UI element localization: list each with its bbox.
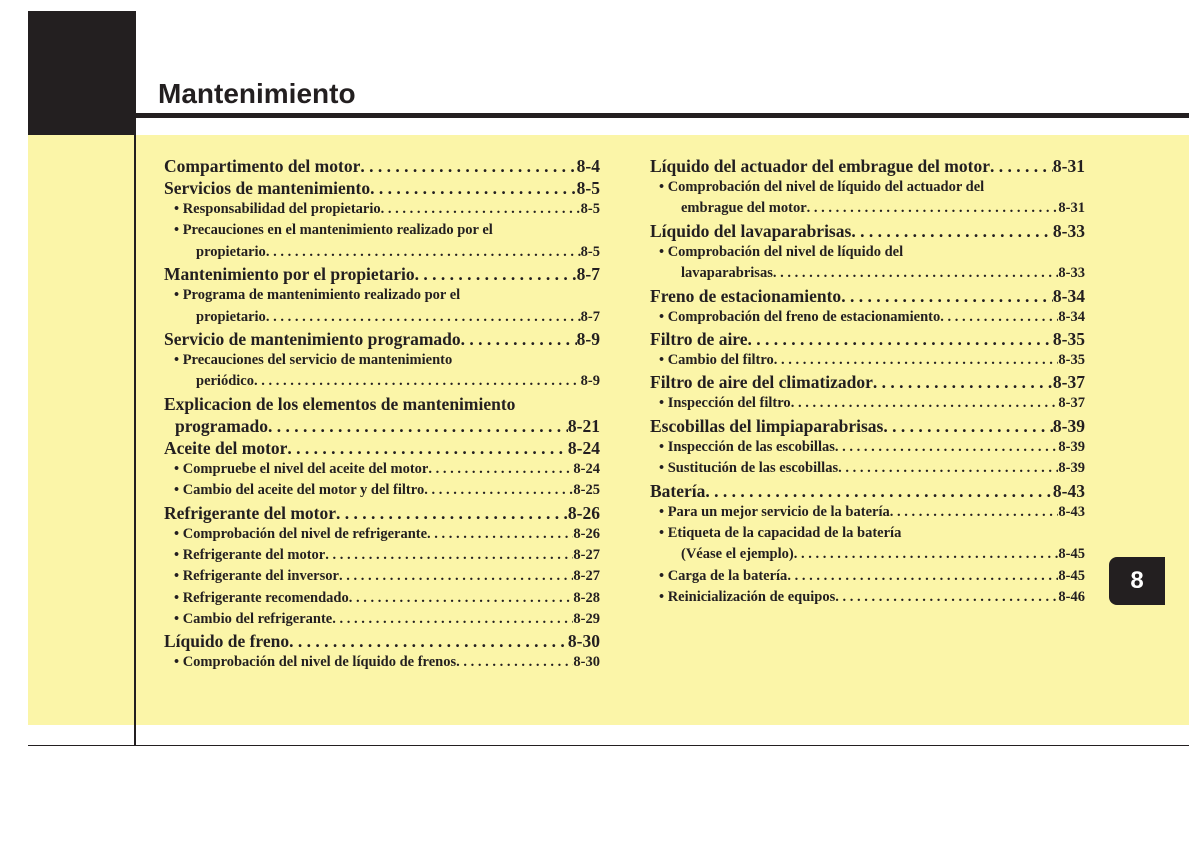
- toc-entry-label: propietario: [196, 243, 266, 260]
- dot-leader: [890, 502, 1059, 523]
- margin-rule: [134, 135, 136, 746]
- toc-entry-page: 8-9: [576, 328, 600, 349]
- toc-entry-page: 8-4: [576, 156, 600, 176]
- dot-leader: [424, 480, 573, 501]
- toc-entry-label: • Compruebe el nivel del aceite del motor: [174, 460, 429, 477]
- toc-entry[interactable]: [650, 437, 1085, 458]
- toc-entry[interactable]: [164, 545, 600, 566]
- toc-entry[interactable]: [650, 285, 1085, 307]
- toc-entry-page: 8-34: [1058, 308, 1085, 325]
- toc-entry[interactable]: [164, 609, 600, 630]
- toc-entry-label: • Reinicialización de equipos: [659, 589, 836, 606]
- toc-entry[interactable]: [164, 155, 600, 177]
- dot-leader: [748, 328, 1053, 350]
- toc-entry[interactable]: [650, 371, 1085, 393]
- dot-leader: [266, 242, 581, 263]
- toc-entry-label: • Cambio del filtro: [659, 351, 774, 368]
- dot-leader: [254, 371, 581, 392]
- dot-leader: [360, 155, 576, 177]
- toc-entry-page: 8-25: [573, 482, 600, 499]
- dot-leader: [332, 609, 573, 630]
- toc-entry-label: • Cambio del refrigerante: [174, 611, 333, 628]
- dot-leader: [456, 652, 573, 673]
- toc-entry[interactable]: [164, 524, 600, 545]
- dot-leader: [787, 566, 1058, 587]
- toc-entry[interactable]: [164, 350, 600, 393]
- dot-leader: [990, 155, 1053, 177]
- toc-column-right: [650, 155, 1085, 608]
- toc-entry-label: Líquido del lavaparabrisas: [650, 220, 852, 241]
- dot-leader: [336, 502, 568, 524]
- toc-entry-page: 8-37: [1058, 395, 1085, 412]
- toc-entry[interactable]: [164, 328, 600, 350]
- toc-entry-page: 8-39: [1058, 460, 1085, 477]
- toc-entry-label: Escobillas del limpiaparabrisas: [650, 415, 884, 436]
- toc-entry-label: • Carga de la batería: [659, 567, 788, 584]
- title-rule: [136, 113, 1189, 118]
- dot-leader: [349, 588, 574, 609]
- toc-entry-label: Filtro de aire del climatizador: [650, 372, 873, 393]
- dot-leader: [883, 415, 1053, 437]
- toc-entry-page: 8-34: [1052, 285, 1085, 306]
- toc-entry[interactable]: [164, 480, 600, 501]
- toc-entry-label: Aceite del motor: [164, 437, 288, 458]
- dot-leader: [287, 437, 568, 459]
- toc-entry-label-line: Explicacion de los elementos de mantenimiento: [164, 393, 516, 414]
- toc-entry-page: 8-5: [580, 243, 600, 260]
- chapter-tab[interactable]: 8: [1109, 557, 1165, 605]
- toc-entry-label: Mantenimiento por el propietario: [164, 264, 415, 285]
- toc-entry-page: 8-9: [580, 373, 600, 390]
- toc-entry-page: 8-35: [1058, 351, 1085, 368]
- toc-entry[interactable]: [164, 220, 600, 263]
- toc-entry-label: Servicios de mantenimiento: [164, 178, 371, 198]
- dot-leader: [289, 630, 568, 652]
- toc-entry-label: Servicio de mantenimiento programado: [164, 328, 461, 349]
- toc-entry-label: propietario: [196, 308, 266, 325]
- toc-entry-label: Freno de estacionamiento: [650, 285, 842, 306]
- toc-entry-page: 8-43: [1058, 503, 1085, 520]
- dot-leader: [774, 350, 1059, 371]
- dot-leader: [791, 393, 1059, 414]
- dot-leader: [339, 566, 573, 587]
- toc-entry-page: 8-26: [573, 525, 600, 542]
- toc-entry-label: Líquido de freno: [164, 631, 290, 652]
- toc-entry[interactable]: [650, 155, 1085, 177]
- toc-entry[interactable]: [164, 566, 600, 587]
- dot-leader: [873, 371, 1053, 393]
- toc-entry-page: 8-46: [1058, 589, 1085, 606]
- toc-column-left: [164, 155, 600, 674]
- toc-entry-page: 8-31: [1052, 156, 1085, 176]
- toc-entry-page: 8-39: [1058, 438, 1085, 455]
- toc-entry[interactable]: [164, 177, 600, 199]
- footer-rule: [28, 745, 1189, 746]
- toc-entry-label: • Responsabilidad del propietario: [174, 201, 381, 217]
- toc-entry[interactable]: [164, 393, 600, 437]
- toc-entry-label: Líquido del actuador del embrague del motor: [650, 156, 990, 176]
- toc-entry-page: 8-21: [567, 415, 600, 436]
- toc-entry-label-line: • Precauciones en el mantenimiento realizado por el: [174, 222, 493, 239]
- toc-entry-page: 8-7: [576, 264, 600, 285]
- toc-entry[interactable]: [164, 588, 600, 609]
- toc-entry[interactable]: [650, 587, 1085, 608]
- toc-entry-page: 8-27: [573, 546, 600, 563]
- dot-leader: [325, 545, 573, 566]
- toc-entry-label: • Sustitución de las escobillas: [659, 460, 839, 477]
- toc-entry[interactable]: [164, 437, 600, 459]
- toc-entry-label: lavaparabrisas: [681, 265, 773, 282]
- dot-leader: [835, 437, 1059, 458]
- toc-entry-label: • Comprobación del freno de estacionamiento: [659, 308, 941, 325]
- toc-entry[interactable]: [164, 502, 600, 524]
- toc-entry-label: • Inspección del filtro: [659, 395, 791, 412]
- toc-entry-label: embrague del motor: [681, 200, 807, 217]
- dot-leader: [705, 480, 1053, 502]
- toc-entry-label: Filtro de aire: [650, 328, 748, 349]
- toc-entry[interactable]: [164, 459, 600, 480]
- toc-entry-page: 8-28: [573, 589, 600, 606]
- toc-entry-page: 8-29: [573, 611, 600, 628]
- toc-entry-label: • Para un mejor servicio de la batería: [659, 503, 890, 520]
- toc-entry-label: • Refrigerante recomendado: [174, 589, 349, 606]
- toc-entry[interactable]: [164, 630, 600, 652]
- toc-entry-page: 8-45: [1058, 546, 1085, 563]
- toc-entry-page: 8-26: [567, 502, 600, 523]
- toc-entry-page: 8-33: [1058, 265, 1085, 282]
- toc-entry-page: 8-31: [1058, 200, 1085, 217]
- toc-entry-label: Batería: [650, 480, 706, 501]
- toc-entry-label: Refrigerante del motor: [164, 502, 337, 523]
- toc-entry[interactable]: [650, 350, 1085, 371]
- toc-entry[interactable]: [650, 458, 1085, 479]
- toc-entry-label: • Refrigerante del inversor: [174, 568, 339, 585]
- toc-entry-label: periódico: [196, 373, 254, 390]
- toc-entry-page: 8-7: [580, 308, 600, 325]
- toc-entry[interactable]: [650, 566, 1085, 587]
- dot-leader: [427, 524, 573, 545]
- dot-leader: [838, 458, 1058, 479]
- page-title: Mantenimiento: [158, 78, 356, 109]
- dot-leader: [268, 415, 568, 437]
- dot-leader: [940, 307, 1058, 328]
- toc-entry[interactable]: [650, 328, 1085, 350]
- toc-entry-label: • Comprobación del nivel de refrigerante: [174, 525, 428, 542]
- toc-entry-label-line: • Precauciones del servicio de mantenimiento: [174, 351, 453, 368]
- toc-entry-page: 8-30: [573, 654, 600, 671]
- toc-entry-label-line: • Comprobación del nivel de líquido del: [659, 243, 904, 260]
- dot-leader: [807, 198, 1059, 219]
- toc-entry-page: 8-24: [573, 460, 600, 477]
- toc-entry-page: 8-5: [576, 178, 600, 198]
- dot-leader: [794, 544, 1059, 565]
- toc-entry[interactable]: [650, 502, 1085, 523]
- toc-entry[interactable]: [650, 307, 1085, 328]
- dot-leader: [851, 220, 1053, 242]
- toc-entry-page: 8-35: [1052, 328, 1085, 349]
- toc-entry[interactable]: [164, 263, 600, 285]
- toc-entry[interactable]: [650, 220, 1085, 242]
- toc-entry-page: 8-27: [573, 568, 600, 585]
- toc-entry[interactable]: [650, 415, 1085, 437]
- toc-entry-label: (Véase el ejemplo): [681, 546, 794, 563]
- toc-entry-page: 8-30: [567, 631, 600, 652]
- dot-leader: [266, 307, 581, 328]
- toc-entry[interactable]: [650, 393, 1085, 414]
- toc-entry-label: • Comprobación del nivel de líquido de frenos: [174, 654, 457, 671]
- dot-leader: [773, 263, 1059, 284]
- toc-entry[interactable]: [650, 523, 1085, 566]
- toc-entry-label: • Refrigerante del motor: [174, 546, 326, 563]
- toc-entry-label-line: • Programa de mantenimiento realizado por el: [174, 287, 461, 304]
- toc-entry-label-line: • Comprobación del nivel de líquido del actuador del: [659, 179, 985, 195]
- dot-leader: [381, 199, 581, 220]
- toc-entry-page: 8-24: [567, 437, 600, 458]
- toc-entry-page: 8-5: [580, 201, 600, 217]
- dot-leader: [841, 285, 1053, 307]
- toc-entry-page: 8-43: [1052, 480, 1085, 501]
- toc-entry[interactable]: [650, 480, 1085, 502]
- toc-entry-page: 8-37: [1052, 372, 1085, 393]
- dot-leader: [370, 177, 577, 199]
- chapter-corner-block: [28, 11, 136, 135]
- toc-entry-label-line: • Etiqueta de la capacidad de la batería: [659, 524, 902, 541]
- toc-entry[interactable]: [164, 199, 600, 220]
- toc-entry-label: Compartimento del motor: [164, 156, 361, 176]
- toc-entry-label: • Cambio del aceite del motor y del filtro: [174, 482, 425, 499]
- toc-entry-label: • Inspección de las escobillas: [659, 438, 835, 455]
- toc-entry[interactable]: [164, 285, 600, 328]
- dot-leader: [835, 587, 1058, 608]
- toc-entry-page: 8-33: [1052, 220, 1085, 241]
- toc-entry[interactable]: [650, 177, 1085, 220]
- dot-leader: [415, 263, 577, 285]
- toc-entry-page: 8-39: [1052, 415, 1085, 436]
- toc-entry[interactable]: [650, 242, 1085, 285]
- toc-entry-page: 8-45: [1058, 567, 1085, 584]
- toc-entry[interactable]: [164, 652, 600, 673]
- dot-leader: [428, 459, 573, 480]
- dot-leader: [461, 328, 577, 350]
- toc-entry-label: programado: [175, 415, 269, 436]
